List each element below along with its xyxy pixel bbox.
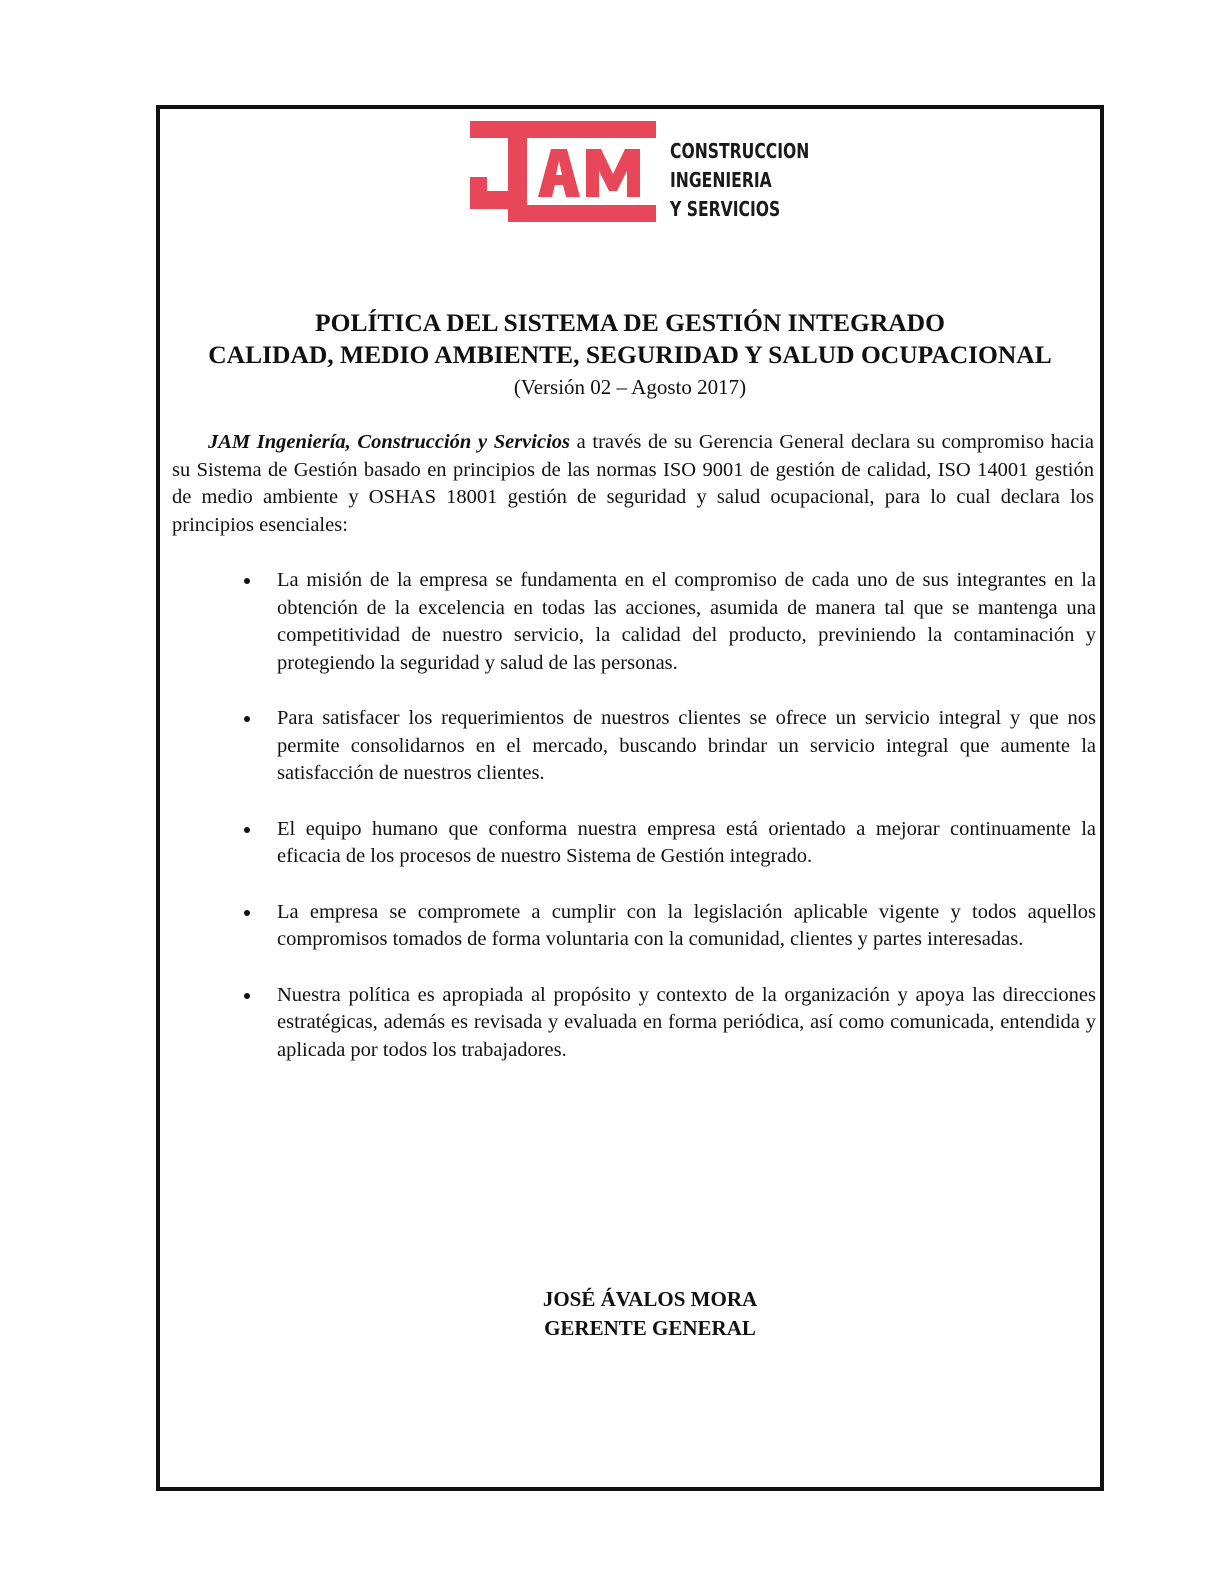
signature-block	[160, 1285, 1140, 1343]
company-name: JAM Ingeniería, Construcción y Servicios	[208, 431, 570, 453]
bullet-icon	[244, 993, 250, 999]
signatory-name: JOSÉ ÁVALOS MORA	[542, 1287, 758, 1311]
logo-line-servicios: Y SERVICIOS	[670, 197, 781, 221]
list-item	[238, 982, 1096, 1065]
bullet-icon	[244, 716, 250, 722]
intro-paragraph	[172, 429, 1094, 539]
intro-text: a través de su Gerencia General declara su compromiso hacia su Sistema de Gestión basado en principios de las normas ISO 9001 de gestión de calidad, ISO 14001 gestión de medio ambiente y OSHAS 18001 gestión de seguridad y salud ocupacional, para lo cual declara los principios esenciales:	[172, 431, 1094, 536]
principle-text: El equipo humano que conforma nuestra empresa está orientado a mejorar continuamente la eficacia de los procesos de nuestro Sistema de Gestión integrado.	[277, 817, 1096, 867]
document-title	[160, 307, 1100, 371]
company-logo	[468, 119, 818, 224]
list-item	[238, 705, 1096, 788]
principle-text: La empresa se compromete a cumplir con la legislación aplicable vigente y todos aquellos compromisos tomados de forma voluntaria con la comunidad, clientes y partes interesadas.	[277, 900, 1096, 950]
signatory-role: GERENTE GENERAL	[544, 1316, 756, 1340]
bullet-icon	[244, 910, 250, 916]
list-item	[238, 567, 1096, 677]
jam-logo-mark	[468, 119, 658, 224]
bullet-icon	[244, 578, 250, 584]
logo-line-ingenieria: INGENIERIA	[670, 168, 772, 192]
document-frame	[156, 105, 1104, 1491]
title-line-1: POLÍTICA DEL SISTEMA DE GESTIÓN INTEGRADO	[315, 308, 945, 337]
principles-list	[238, 567, 1096, 1092]
logo-tagline	[670, 137, 809, 224]
list-item	[238, 816, 1096, 871]
principle-text: La misión de la empresa se fundamenta en el compromiso de cada uno de sus integrantes en la obtención de la excelencia en todas las acciones, asumida de manera tal que se mantenga una competitividad de nuestro servicio, la calidad del producto, previniendo la contaminación y protegiendo la seguridad y salud de las personas.	[277, 569, 1096, 674]
document-version: (Versión 02 – Agosto 2017)	[513, 375, 747, 399]
title-line-2: CALIDAD, MEDIO AMBIENTE, SEGURIDAD Y SALUD OCUPACIONAL	[208, 340, 1052, 369]
bullet-icon	[244, 827, 250, 833]
principle-text: Nuestra política es apropiada al propósito y contexto de la organización y apoya las direcciones estratégicas, además es revisada y evaluada en forma periódica, así como comunicada, entendida y aplicada por todos los trabajadores.	[277, 983, 1096, 1061]
logo-line-construccion: CONSTRUCCION	[670, 139, 810, 163]
list-item	[238, 899, 1096, 954]
principle-text: Para satisfacer los requerimientos de nuestros clientes se ofrece un servicio integral y que nos permite consolidarnos en el mercado, buscando brindar un servicio integral que aumente la satisfacción de nuestros clientes.	[277, 707, 1096, 784]
